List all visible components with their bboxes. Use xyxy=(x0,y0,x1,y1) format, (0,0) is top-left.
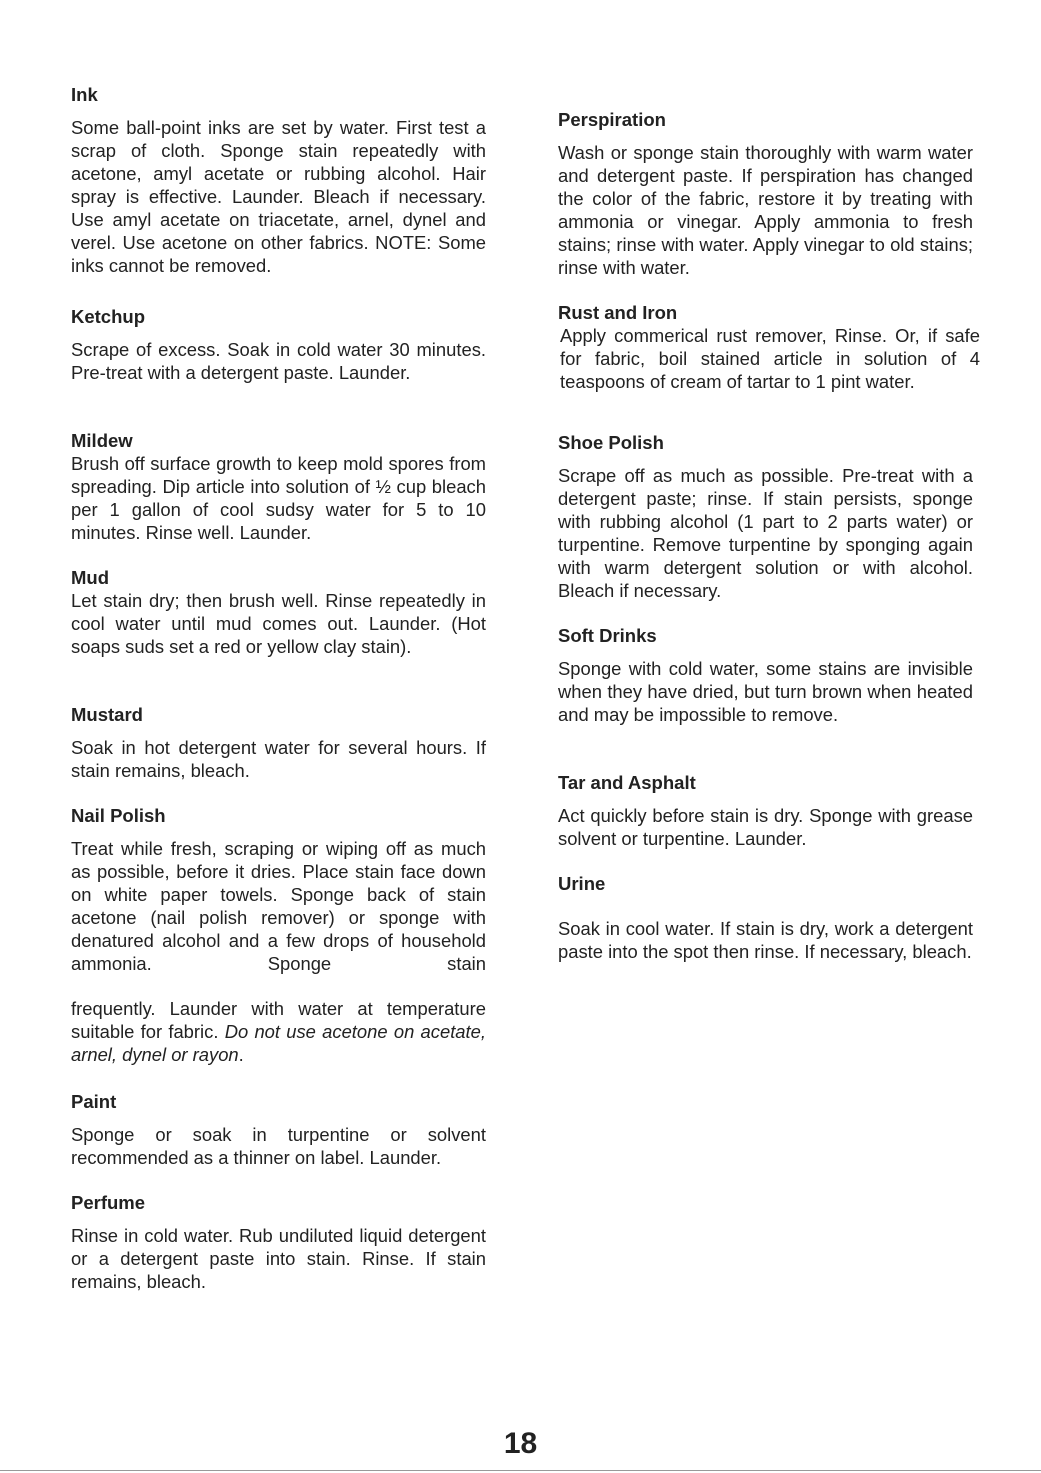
section-rust-and-iron xyxy=(558,301,980,393)
section-mildew xyxy=(71,429,486,544)
section-text: Scrape of excess. Soak in cold water 30 minutes. Pre-treat with a detergent paste. Launder. xyxy=(71,339,486,383)
section-text-continued-plain: frequently. Launder with water at temperature suitable for fabric. xyxy=(71,998,486,1042)
section-title: Perspiration xyxy=(558,109,666,130)
section-paint xyxy=(71,1090,486,1169)
section-text: Some ball-point inks are set by water. First test a scrap of cloth. Sponge stain repeatedly with acetone, amyl acetate or rubbing alcohol. Hair spray is effective. Launder. Bleach if necessary. Use amyl acetate on triacetate, arnel, dynel and verel. Use acetone on other fabrics. NOTE: Some inks cannot be removed. xyxy=(71,117,486,276)
section-perfume xyxy=(71,1191,486,1293)
section-title: Perfume xyxy=(71,1192,146,1213)
section-text: Brush off surface growth to keep mold spores from spreading. Dip article into solution of ½ cup bleach per 1 gallon of cool sudsy water for 5 to 10 minutes. Rinse well. Launder. xyxy=(71,453,486,543)
section-perspiration xyxy=(558,108,973,279)
section-title: Ketchup xyxy=(71,306,145,327)
section-text: Let stain dry; then brush well. Rinse repeatedly in cool water until mud comes out. Launder. (Hot soaps suds set a red or yellow clay stain). xyxy=(71,590,486,657)
section-title: Ink xyxy=(71,84,98,105)
section-ketchup xyxy=(71,305,486,384)
section-text: Rinse in cold water. Rub undiluted liquid detergent or a detergent paste into stain. Rinse. If stain remains, bleach. xyxy=(71,1225,486,1292)
section-title: Rust and Iron xyxy=(558,302,678,323)
section-mustard xyxy=(71,703,486,782)
page-number: 18 xyxy=(503,1427,538,1460)
section-soft-drinks xyxy=(558,624,973,726)
section-tar-and-asphalt xyxy=(558,771,973,850)
section-text-end: . xyxy=(238,1044,244,1065)
section-ink xyxy=(71,83,486,277)
section-nail-polish xyxy=(71,804,486,1066)
section-title: Shoe Polish xyxy=(558,432,664,453)
section-shoe-polish xyxy=(558,431,973,602)
section-text: Soak in cool water. If stain is dry, work a detergent paste into the spot then rinse. If necessary, bleach. xyxy=(558,918,973,962)
section-title: Tar and Asphalt xyxy=(558,772,696,793)
section-title: Mustard xyxy=(71,704,143,725)
section-text: Scrape off as much as possible. Pre-treat with a detergent paste; rinse. If stain persists, sponge with rubbing alcohol (1 part to 2 parts water) or turpentine. Remove turpentine by sponging again with warm detergent solution or with alcohol. Bleach if necessary. xyxy=(558,465,973,601)
section-title: Urine xyxy=(558,873,606,894)
section-text: Apply commerical rust remover, Rinse. Or, if safe for fabric, boil stained article in solution of 4 teaspoons of cream of tartar to 1 pint water. xyxy=(560,325,980,392)
section-title: Paint xyxy=(71,1091,117,1112)
section-title: Mud xyxy=(71,567,110,588)
section-text: Treat while fresh, scraping or wiping off as much as possible, before it dries. Place stain face down on white paper towels. Sponge back of stain acetone (nail polish remover) or sponge with denatured alcohol and a few drops of household ammonia. Sponge stain xyxy=(71,838,486,974)
section-text-continued xyxy=(71,997,486,1066)
section-text-italic: Do not use acetone on acetate, arnel, dynel or rayon xyxy=(71,1021,486,1065)
section-text: Sponge with cold water, some stains are invisible when they have dried, but turn brown when heated and may be impossible to remove. xyxy=(558,658,973,725)
section-text: Wash or sponge stain thoroughly with warm water and detergent paste. If perspiration has changed the color of the fabric, restore it by treating with ammonia or vinegar. Apply ammonia to fresh stains; rinse with water. Apply vinegar to old stains; rinse with water. xyxy=(558,142,973,278)
section-text: Soak in hot detergent water for several hours. If stain remains, bleach. xyxy=(71,737,486,781)
section-title: Nail Polish xyxy=(71,805,166,826)
section-mud xyxy=(71,566,486,658)
section-urine xyxy=(558,872,973,963)
bottom-rule xyxy=(0,1470,1041,1471)
section-title: Mildew xyxy=(71,430,133,451)
section-text: Sponge or soak in turpentine or solvent recommended as a thinner on label. Launder. xyxy=(71,1124,486,1168)
section-title: Soft Drinks xyxy=(558,625,657,646)
section-text: Act quickly before stain is dry. Sponge with grease solvent or turpentine. Launder. xyxy=(558,805,973,849)
